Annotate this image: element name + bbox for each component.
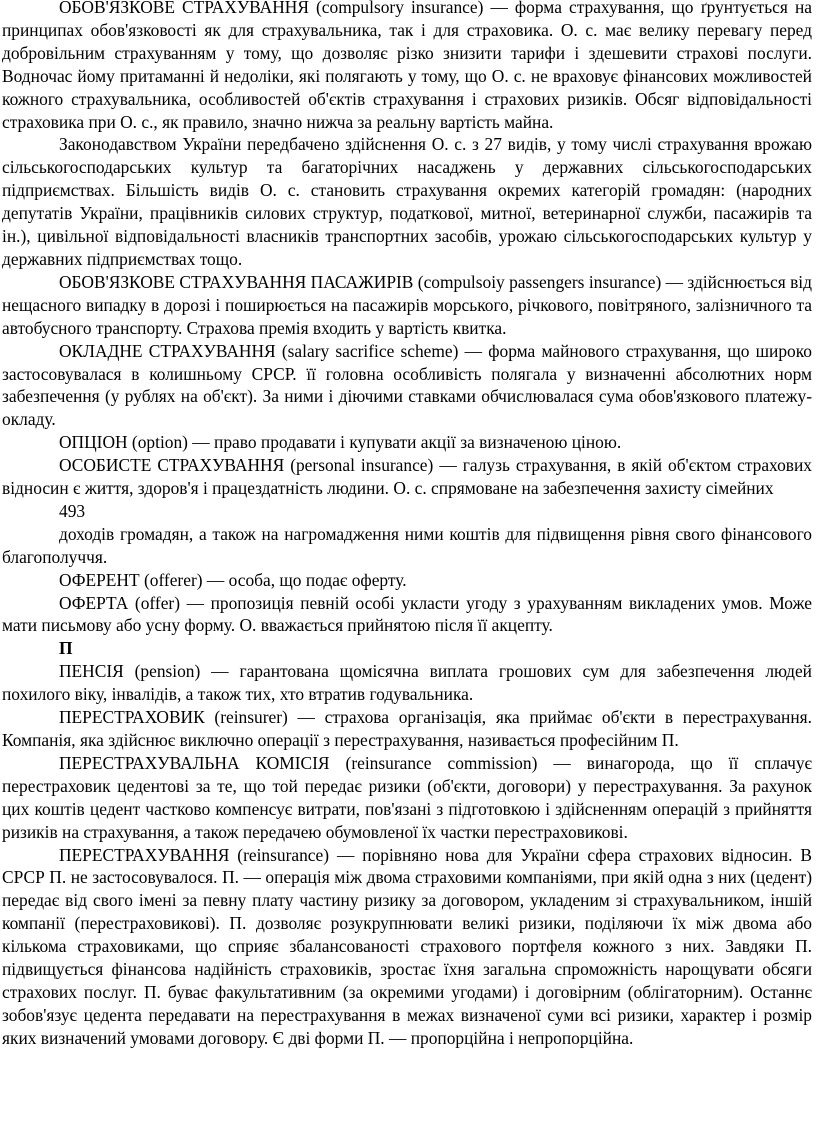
entry-option: ОПЦІОН (option) — право продавати і купувати акції за визначеною ціною. [59, 432, 622, 453]
entry-offer: ОФЕРТА (offer) — пропозиція певній особі укласти угоду з урахуванням викладених умов. Може мати письмову або усну форму. О. вважається прийнятою після її акцепту. [2, 592, 812, 636]
entry-compulsory-passenger-insurance: ОБОВ'ЯЗКОВЕ СТРАХУВАННЯ ПАСАЖИРІВ (compulsoiy passengers insurance) — здійснюється від нещасного випадку в дорозі і поширюється на пасажирів морського, річкового, повітряного, залізничного та автобусного транспорту. Страхова премія входить у вартість квитка. [2, 271, 812, 338]
entry-compulsory-insurance: ОБОВ'ЯЗКОВЕ СТРАХУВАННЯ (compulsory insurance) — форма страхування, що ґрунтується на принципах обов'язковості як для страхувальника, так і для страховика. О. с. має велику перевагу перед добровільним страхуванням у тому, що дозволяє різко знизити тарифи і здешевити страхові послуги. Водночас йому притаманні й недоліки, які полягають у тому, що О. с. не враховує фінансових можливостей кожного страхувальника, особливостей об'єктів страхування і страхових ризиків. Обсяг відповідальності страховика при О. с., як правило, значно нижча за реальну вартість майна. [2, 0, 812, 132]
entry-reinsurer: ПЕРЕСТРАХОВИК (reinsurer) — страхова організація, яка приймає об'єкти в перестрахування. Компанія, яка здійснює виключно операції з перестрахування, називається професійним П. [2, 707, 812, 750]
entry-reinsurance: ПЕРЕСТРАХУВАННЯ (reinsurance) — порівняно нова для України сфера страхових відносин. В СРСР П. не застосовувалося. П. — операція між двома страховими компаніями, при якій одна з них (цедент) передає від свого імені за певну плату частину ризику за договором, укладеним зі страхувальником, іншій компанії (перестраховикові). П. дозволяє розукрупнювати великі ризики, поділяючи їх між двома або кількома страховиками, що сприяє збалансованості страхового портфеля кожного з них. Завдяки П. підвищується фінансова надійність страховиків, зростає їхня загальна спроможність нарощувати обсяги страхових послуг. П. буває факультативним (за окремими угодами) і договірним (облігаторним). Останнє зобов'язує цедента передавати на перестрахування в межах визначеної суми всі ризики, характер і розмір яких визначений умовами договору. Є дві форми П. — пропорційна і непропорційна. [2, 844, 812, 1048]
entry-pension: ПЕНСІЯ (pension) — гарантована щомісячна виплата грошових сум для забезпечення людей похилого віку, інвалідів, а також тих, хто втратив годувальника. [2, 661, 812, 705]
entry-personal-insurance: ОСОБИСТЕ СТРАХУВАННЯ (personal insurance) — галузь страхування, в якій об'єктом страхових відносин є життя, здоров'я і працездатність людини. О. с. спрямоване на забезпечення захисту сімейних [2, 455, 812, 499]
paragraph-legislation: Законодавством України передбачено здійснення О. с. з 27 видів, у тому числі страхування врожаю сільськогосподарських культур та багаторічних насаджень у державних сільськогосподарських підприємствах. Більшість видів О. с. становить страхування окремих категорій громадян: (народних депутатів України, працівників силових структур, податкової, митної, ветеринарної служби, пасажирів та ін.), цивільної відповідальності власників транспортних засобів, урожаю сільськогосподарських культур у державних підприємствах тощо. [2, 134, 812, 269]
entry-reinsurance-commission: ПЕРЕСТРАХУВАЛЬНА КОМІСІЯ (reinsurance commission) — винагорода, що її сплачує перестраховик цедентові за те, що той передає ризики (об'єкти, договори) у перестрахування. За рахунок цих коштів цедент частково компенсує витрати, пов'язані з підготовкою і здійсненням операцій з прийняття ризиків на страхування, а також передачею обумовленої їх частки перестраховикові. [2, 752, 812, 842]
page-number: 493 [59, 500, 86, 521]
paragraph-personal-insurance-continued: доходів громадян, а також на нагромадження ними коштів для підвищення рівня свого фінансового благополуччя. [2, 523, 812, 567]
section-letter-heading: П [59, 638, 73, 659]
entry-salary-sacrifice-scheme: ОКЛАДНЕ СТРАХУВАННЯ (salary sacrifice scheme) — форма майнового страхування, що широко застосовувалася в колишньому СРСР. її головна особливість полягала у визначенні абсолютних норм забезпечення (у рублях на об'єкт). За ними і діючими ставками обчислювалася сума обов'язкового платежу-окладу. [2, 340, 812, 430]
entry-offerer: ОФЕРЕНТ (offerer) — особа, що подає оферту. [59, 569, 407, 590]
